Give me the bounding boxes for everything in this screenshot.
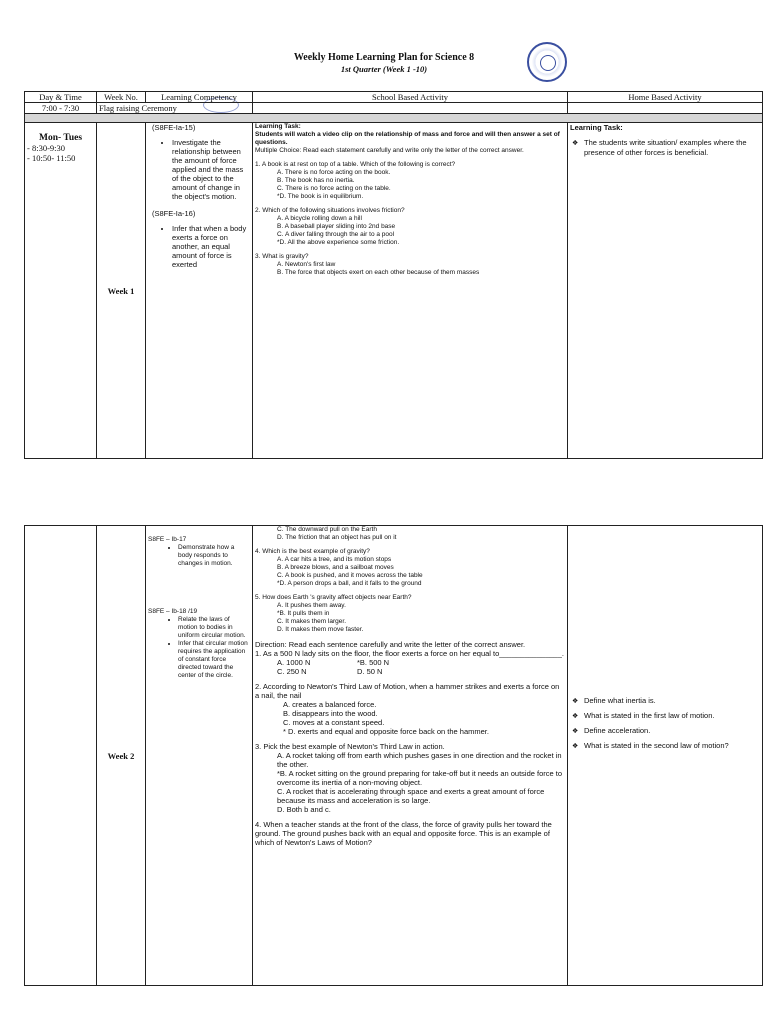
school-activity-cell [253,123,568,459]
home-item: ❖ The students write situation/ examples where the presence of other forces is beneficial. [584,138,760,157]
option: *B. 500 N [357,658,390,667]
option: C. There is no force acting on the table. [277,185,391,192]
question: 3. Pick the best example of Newton's Third Law in action. [255,742,445,751]
option: B. The force that objects exert on each other because of them masses [277,269,480,276]
home-task-title: Learning Task: [570,123,623,132]
option: *D. All the above experience some friction. [277,239,400,246]
week2-plan-table [24,525,763,986]
competency-cell [146,526,253,986]
option: A. A car hits a tree, and its motion stops [277,556,392,563]
week1-plan-table [24,91,763,459]
col-day-time: Day & Time [25,92,97,103]
option: A. 1000 N [277,658,311,667]
school-activity-cell [253,526,568,986]
question: 5. How does Earth 's gravity affect objects near Earth? [255,594,412,601]
home-activity-cell [568,123,763,459]
option: A. creates a balanced force. [283,700,377,709]
comp-item: • Demonstrate how a body responds to changes in motion. [178,544,250,568]
col-home-activity: Home Based Activity [568,92,763,103]
option: C. It makes them larger. [277,618,346,625]
home-item: ❖ Define what inertia is. [584,696,760,706]
option: *B. It pulls them in [277,610,330,617]
comp-code: (S8FE-Ia-15) [152,123,196,132]
home-item: ❖ Define acceleration. [584,726,760,736]
option: A. Newton's first law [277,261,336,268]
deped-seal-icon [527,42,567,82]
question: 3. What is gravity? [255,253,309,260]
time-1: - 8:30-9:30 [27,143,66,153]
option: D. It makes them move faster. [277,626,364,633]
question: 4. When a teacher stands at the front of the class, the force of gravity pulls her toward the ground. The ground pushes back with an equal and opposite force. This is an example of which of Newton's Laws of Motion? [255,820,552,847]
option: C. A diver falling through the air to a pool [277,231,395,238]
option: A. There is no force acting on the book. [277,169,391,176]
page-subtitle: 1st Quarter (Week 1 -10) [340,64,428,74]
question: 1. A book is at rest on top of a table. Which of the following is correct? [255,161,456,168]
p1-options [255,658,565,676]
option: A. A rocket taking off from earth which pushes gases in one direction and the rocket in the other. [277,751,562,769]
option: A. It pushes them away. [277,602,346,609]
comp-code: S8FE – Ib-18 /19 [148,608,198,615]
option: B. A baseball player sliding into 2nd base [277,223,396,230]
flag-row [25,103,763,114]
page-header [0,52,768,74]
week1-row [25,123,763,459]
time-2: - 10:50- 11:50 [27,153,76,163]
option: D. 50 N [357,667,383,676]
option: C. A rocket that is accelerating through space and exerts a great amount of force because its mass and acceleration is so large. [277,787,545,805]
option: *D. A person drops a ball, and it falls to the ground [277,580,422,587]
page-title: Weekly Home Learning Plan for Science 8 [293,52,475,63]
question: 4. Which is the best example of gravity? [255,548,370,555]
week-label: Week 1 [97,123,146,459]
option: B. A breeze blows, and a sailboat moves [277,564,394,571]
option: * D. exerts and equal and opposite force back on the hammer. [283,727,489,736]
home-item: ❖ What is stated in the first law of motion. [584,711,760,721]
task-intro: Students will watch a video clip on the relationship of mass and force and will then answer a set of questions. [255,131,560,146]
flag-time: 7:00 - 7:30 [25,103,97,114]
flag-label: Flag raising Ceremony [97,103,253,114]
home-activity-cell [568,526,763,986]
option: B. disappears into the wood. [283,709,378,718]
option: D. The friction that an object has pull on it [277,534,397,541]
option: C. The downward pull on the Earth [277,526,377,533]
day-time-cell [25,123,97,459]
week-label: Week 2 [97,526,146,986]
week2-row [25,526,763,986]
day-label: Mon- Tues [38,133,83,143]
comp-code: S8FE – Ib-17 [148,536,187,543]
question: 1. As a 500 N lady sits on the floor, the floor exerts a force on her equal to_______________. [255,649,564,658]
task-direction: Multiple Choice: Read each statement carefully and write only the letter of the correct answer. [255,147,524,154]
option: *B. A rocket sitting on the ground preparing for take-off but it needs an outside force to overcome its inertia of a non-moving object. [277,769,563,787]
question: 2. According to Newton's Third Law of Motion, when a hammer strikes and exerts a force on a nail, the nail [255,682,560,700]
col-school-activity: School Based Activity [253,92,568,103]
option: B. The book has no inertia. [277,177,355,184]
option: C. moves at a constant speed. [283,718,385,727]
option: C. 250 N [277,667,307,676]
direction: Direction: Read each sentence carefully and write the letter of the correct answer. [255,640,526,649]
comp-item: • Infer that when a body exerts a force on another, an equal amount of force is exerted [172,224,250,269]
day-time-cell [25,526,97,986]
task-title: Learning Task: [255,123,301,130]
col-week-no: Week No. [97,92,146,103]
option: *D. The book is in equilibrium. [277,193,364,200]
option: D. Both b and c. [277,805,331,814]
col-learning-competency: Learning Competency [146,92,253,103]
comp-item: • Infer that circular motion requires the application of constant force directed toward the center of the circle. [178,640,250,680]
option: A. A bicycle rolling down a hill [277,215,362,222]
comp-item: • Investigate the relationship between the amount of force applied and the mass of the object to the amount of change in the object's motion. [172,138,250,201]
table-header-row [25,92,763,103]
question: 2. Which of the following situations involves friction? [255,207,405,214]
option: C. A book is pushed, and it moves across the table [277,572,423,579]
competency-cell [146,123,253,459]
separator-row [25,114,763,123]
comp-code: (S8FE-Ia-16) [152,209,196,218]
home-item: ❖ What is stated in the second law of motion? [584,741,760,751]
comp-item: • Relate the laws of motion to bodies in uniform circular motion. [178,616,250,640]
